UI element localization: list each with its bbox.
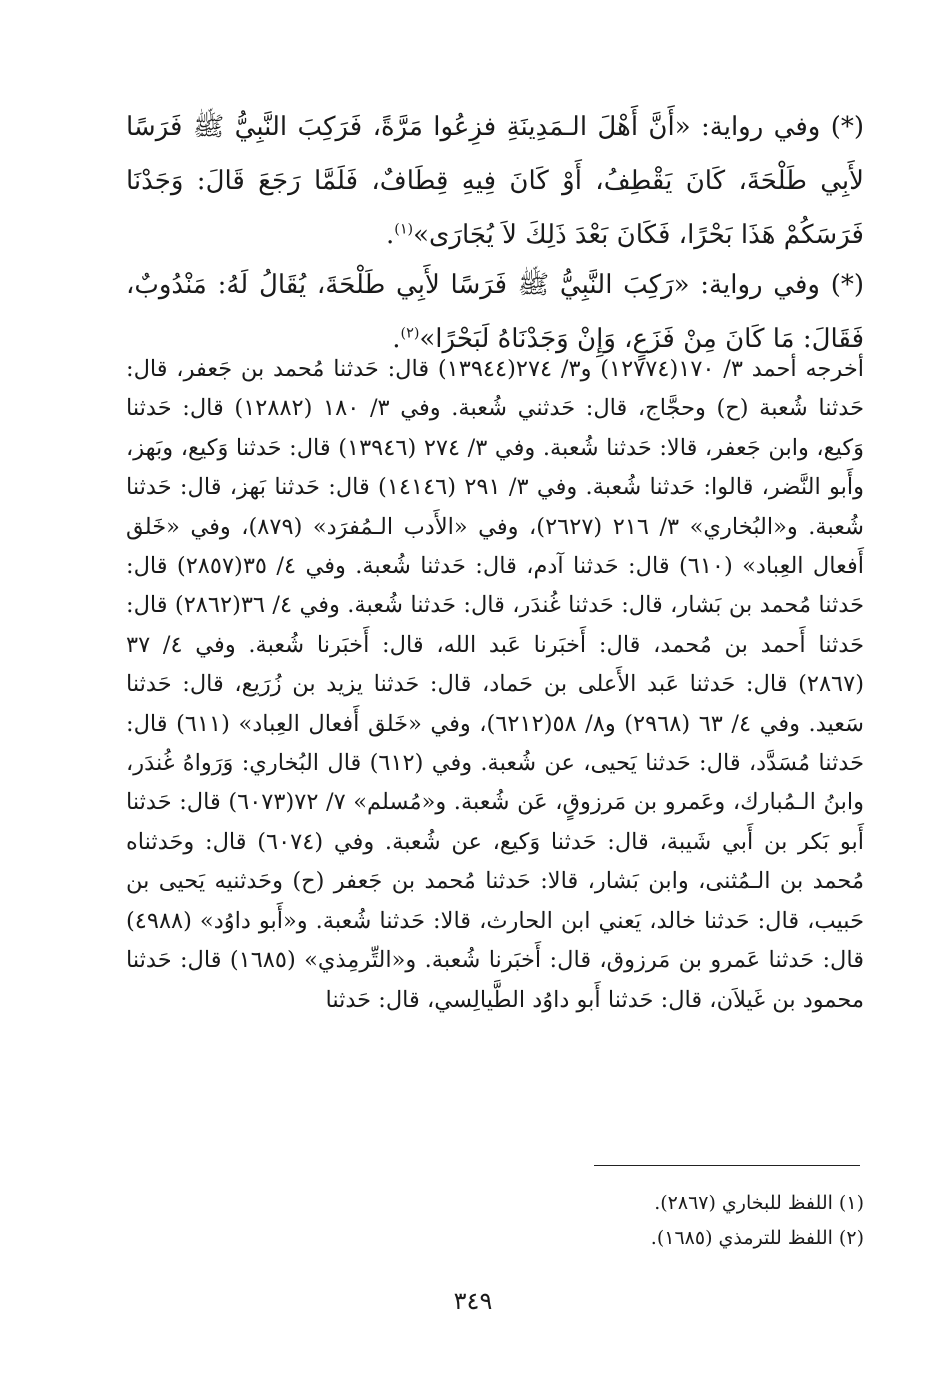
footnote-reference: (٢)	[400, 325, 420, 342]
hadith-text: (*) وفي رواية: «أَنَّ أَهْلَ الـمَدِينَةِ فزِعُوا مَرَّةً، فَرَكِبَ النَّبِيُّ ﷺ فَرَسًا لأَبِي طَلْحَةَ، كَانَ يَقْطِفُ، أَوْ كَانَ فِيهِ قِطَافٌ، فَلَمَّا رَجَعَ قَالَ: وَجَدْنَا فَرَسَكُمْ هَذَا بَحْرًا، فَكَانَ بَعْدَ ذَلِكَ لاَ يُجَارَى»	[126, 112, 864, 250]
footnotes-section	[126, 1186, 864, 1256]
sentence-end: .	[392, 324, 401, 354]
hadith-text: (*) وفي رواية: «رَكِبَ النَّبِيُّ ﷺ فَرَسًا لأَبِي طَلْحَةَ، يُقَالُ لَهُ: مَنْدُوبٌ، فَقَالَ: مَا كَانَ مِنْ فَزَعٍ، وَإِنْ وَجَدْنَاهُ لَبَحْرًا»	[126, 270, 864, 354]
footnote-divider	[594, 1165, 860, 1166]
hadith-narration-1	[126, 100, 864, 262]
sentence-end: .	[386, 220, 395, 250]
page-number: ٣٤٩	[453, 1287, 493, 1315]
footnote-reference: (١)	[394, 221, 414, 238]
footnote-2: (٢) اللفظ للترمذي (١٦٨٥).	[650, 1227, 864, 1249]
takhrij-paragraph: أخرجه أحمد ٣/ ١٧٠(١٢٧٧٤) و٣/ ٢٧٤(١٣٩٤٤) قال: حَدثنا مُحمد بن جَعفر، قال: حَدثنا شُعبة (ح) وحجَّاج، قال: حَدثني شُعبة. وفي ٣/ ١٨٠ (١٢٨٨٢) قال: حَدثنا وَكيع، وابن جَعفر، قالا: حَدثنا شُعبة. وفي ٣/ ٢٧٤ (١٣٩٤٦) قال: حَدثنا وَكيع، وبَهز، وأَبو النَّضر، قالوا: حَدثنا شُعبة. وفي ٣/ ٢٩١ (١٤١٤٦) قال: حَدثنا بَهز، قال: حَدثنا شُعبة. و«البُخاري» ٣/ ٢١٦ (٢٦٢٧)، وفي «الأَدب الـمُفرَد» (٨٧٩)، وفي «خَلق أَفعال العِباد» (٦١٠) قال: حَدثنا آدم، قال: حَدثنا شُعبة. وفي ٤/ ٣٥(٢٨٥٧) قال: حَدثنا مُحمد بن بَشار، قال: حَدثنا غُندَر، قال: حَدثنا شُعبة. وفي ٤/ ٣٦(٢٨٦٢) قال: حَدثنا أَحمد بن مُحمد، قال: أَخبَرنا عَبد الله، قال: أَخبَرنا شُعبة. وفي ٤/ ٣٧ (٢٨٦٧) قال: حَدثنا عَبد الأَعلى بن حَماد، قال: حَدثنا يزيد بن زُرَيع، قال: حَدثنا سَعيد. وفي ٤/ ٦٣ (٢٩٦٨) و٨/ ٥٨(٦٢١٢)، وفي «خَلق أَفعال العِباد» (٦١١) قال: حَدثنا مُسَدَّد، قال: حَدثنا يَحيى، عن شُعبة. وفي (٦١٢) قال البُخاري: وَرَواهُ غُندَر، وابنُ الـمُبارك، وعَمرو بن مَرزوقٍ، عَن شُعبة. و«مُسلم» ٧/ ٧٢(٦٠٧٣) قال: حَدثنا أَبو بَكر بن أَبي شَيبة، قال: حَدثنا وَكيع، عن شُعبة. وفي (٦٠٧٤) قال: وحَدثناه مُحمد بن الـمُثنى، وابن بَشار، قالا: حَدثنا مُحمد بن جَعفر (ح) وحَدثنيه يَحيى بن حَبيب، قال: حَدثنا خالد، يَعني ابن الحارث، قالا: حَدثنا شُعبة. و«أَبو داوُد» (٤٩٨٨) قال: حَدثنا عَمرو بن مَرزوق، قال: أَخبَرنا شُعبة. و«التِّرمِذي» (١٦٨٥) قال: حَدثنا محمود بن غَيلاَن، قال: حَدثنا أَبو داوُد الطَّيالِسي، قال: حَدثنا	[126, 356, 865, 1013]
footnote-1: (١) اللفظ للبخاري (٢٨٦٧).	[654, 1192, 864, 1214]
